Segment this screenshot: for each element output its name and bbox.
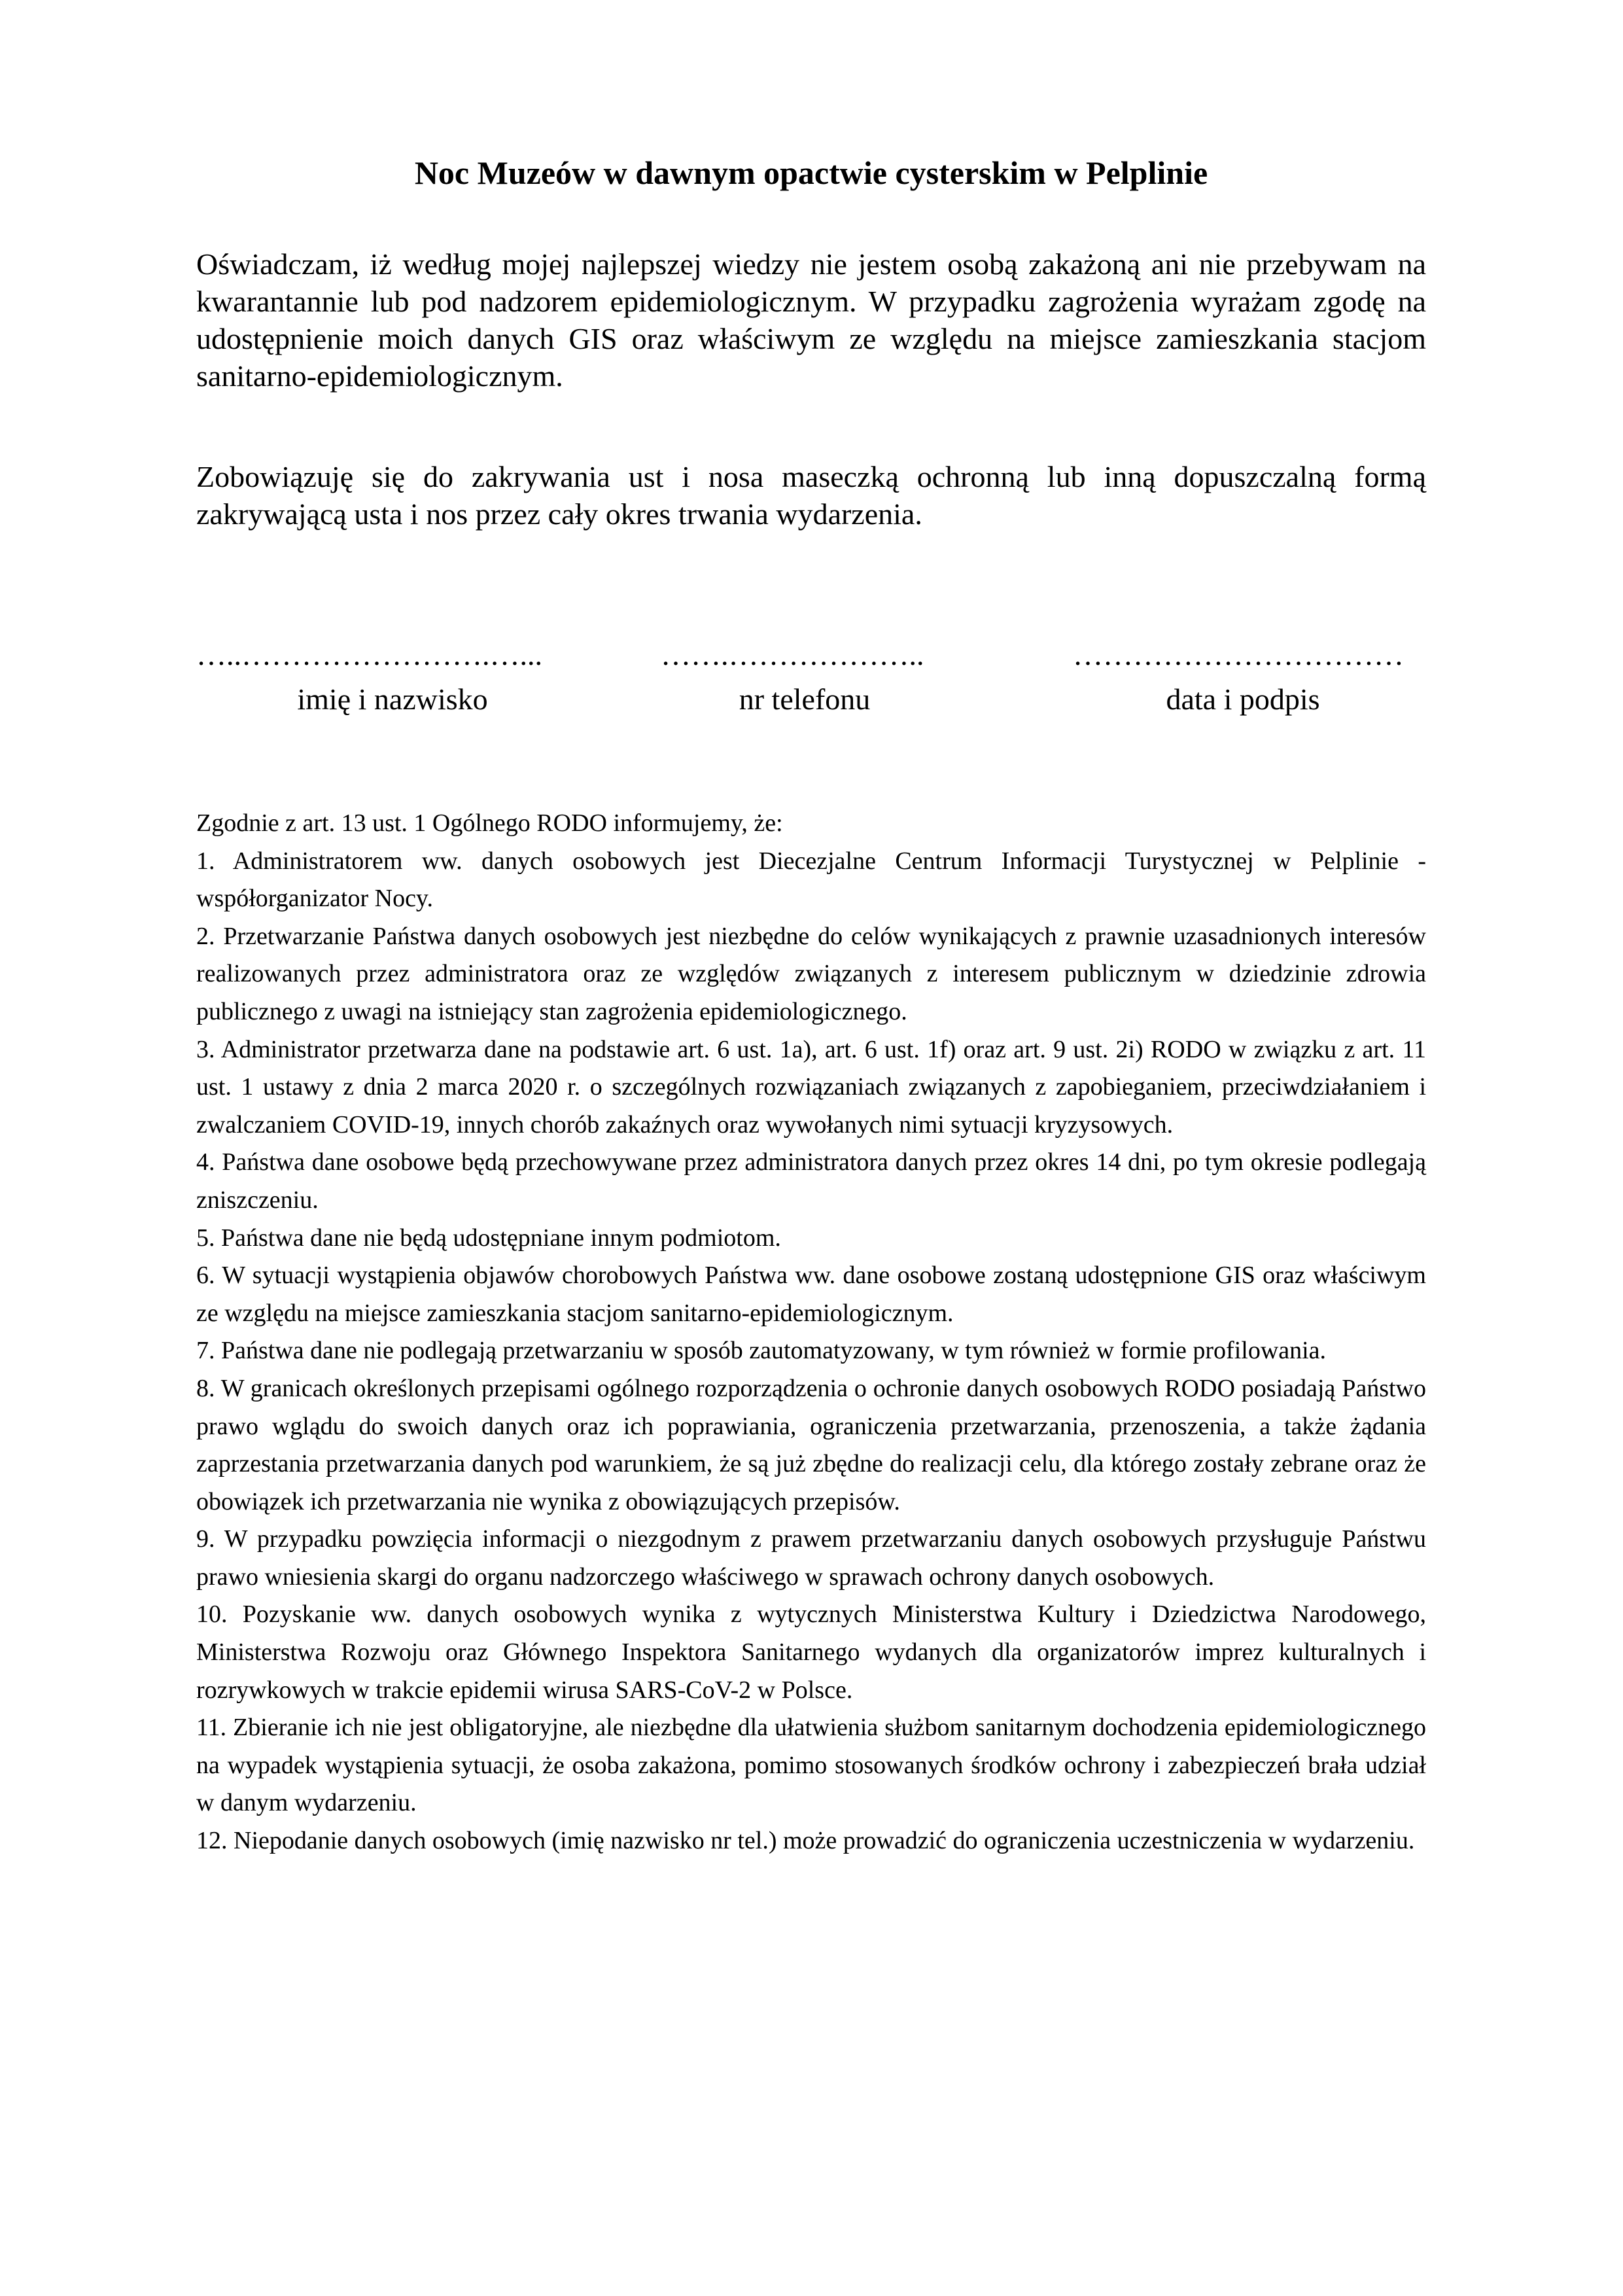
rodo-intro: Zgodnie z art. 13 ust. 1 Ogólnego RODO informujemy, że: (196, 809, 783, 837)
phone-field-label: nr telefonu (739, 682, 871, 716)
date-signature-field-dots[interactable]: …………………………… (1073, 638, 1404, 671)
rodo-item: 5. Państwa dane nie będą udostępniane innym podmiotom. (196, 1224, 781, 1252)
phone-field-dots[interactable]: …….……………….. (661, 638, 924, 671)
rodo-item: 6. W sytuacji wystąpienia objawów chorobowych Państwa ww. dane osobowe zostaną udostępnione GIS oraz właściwym ze względu na miejsce zamieszkania stacjom sanitarno-epidemiologicznym. (196, 1262, 1426, 1327)
rodo-item: 3. Administrator przetwarza dane na podstawie art. 6 ust. 1a), art. 6 ust. 1f) oraz art. 9 ust. 2i) RODO w związku z art. 11 ust. 1 ustawy z dnia 2 marca 2020 r. o szczególnych rozwiązaniach związanych z zapobieganiem, przeciwdziałaniem i zwalczaniem COVID-19, innych chorób zakaźnych oraz wywołanych nimi sytuacji kryzysowych. (196, 1035, 1426, 1139)
rodo-clause (196, 805, 1426, 1860)
rodo-item: 11. Zbieranie ich nie jest obligatoryjne, ale niezbędne dla ułatwienia służbom sanitarnym dochodzenia epidemiologicznego na wypadek wystąpienia sytuacji, że osoba zakażona, pomimo stosowanych środków ochrony i zabezpieczeń brała udział w danym wydarzeniu. (196, 1714, 1426, 1817)
date-signature-field-label: data i podpis (1166, 682, 1320, 716)
name-field-label: imię i nazwisko (297, 682, 488, 716)
rodo-item: 8. W granicach określonych przepisami ogólnego rozporządzenia o ochronie danych osobowych RODO posiadają Państwo prawo wglądu do swoich danych oraz ich poprawiania, ograniczenia przetwarzania, przenoszenia, a także żądania zaprzestania przetwarzania danych pod warunkiem, że są już zbędne do realizacji celu, dla którego zostały zebrane oraz że obowiązek ich przetwarzania nie wynika z obowiązujących przepisów. (196, 1374, 1426, 1515)
mask-commitment: Zobowiązuję się do zakrywania ust i nosa maseczką ochronną lub inną dopuszczalną formą zakrywającą usta i nos przez cały okres trwania wydarzenia. (196, 460, 1426, 531)
rodo-item: 2. Przetwarzanie Państwa danych osobowych jest niezbędne do celów wynikających z prawnie uzasadnionych interesów realizowanych przez administratora oraz ze względów związanych z interesem publicznym w dziedzinie zdrowia publicznego z uwagi na istniejący stan zagrożenia epidemiologicznego. (196, 922, 1426, 1025)
rodo-item: 12. Niepodanie danych osobowych (imię nazwisko nr tel.) może prowadzić do ograniczenia uczestniczenia w wydarzeniu. (196, 1827, 1415, 1855)
rodo-item: 7. Państwa dane nie podlegają przetwarzaniu w sposób zautomatyzowany, w tym również w formie profilowania. (196, 1337, 1327, 1365)
document-title: Noc Muzeów w dawnym opactwie cysterskim w Pelplinie (414, 154, 1208, 191)
rodo-item: 4. Państwa dane osobowe będą przechowywane przez administratora danych przez okres 14 dni, po tym okresie podlegają zniszczeniu. (196, 1148, 1426, 1214)
rodo-item: 10. Pozyskanie ww. danych osobowych wynika z wytycznych Ministerstwa Kultury i Dziedzictwa Narodowego, Ministerstwa Rozwoju oraz Głównego Inspektora Sanitarnego wydanych dla organizatorów imprez kulturalnych i rozrywkowych w trakcie epidemii wirusa SARS-CoV-2 w Polsce. (196, 1600, 1426, 1704)
name-field-dots[interactable]: …..…………………….…... (196, 638, 542, 671)
health-statement: Oświadczam, iż według mojej najlepszej wiedzy nie jestem osobą zakażoną ani nie przebywam na kwarantannie lub pod nadzorem epidemiologicznym. W przypadku zagrożenia wyrażam zgodę na udostępnienie moich danych GIS oraz właściwym ze względu na miejsce zamieszkania stacjom sanitarno-epidemiologicznym. (196, 247, 1426, 393)
rodo-item: 9. W przypadku powzięcia informacji o niezgodnym z prawem przetwarzaniu danych osobowych przysługuje Państwu prawo wniesienia skargi do organu nadzorczego właściwego w sprawach ochrony danych osobowych. (196, 1525, 1426, 1591)
rodo-item: 1. Administratorem ww. danych osobowych jest Diecezjalne Centrum Informacji Turystycznej w Pelplinie - współorganizator Nocy. (196, 847, 1426, 913)
